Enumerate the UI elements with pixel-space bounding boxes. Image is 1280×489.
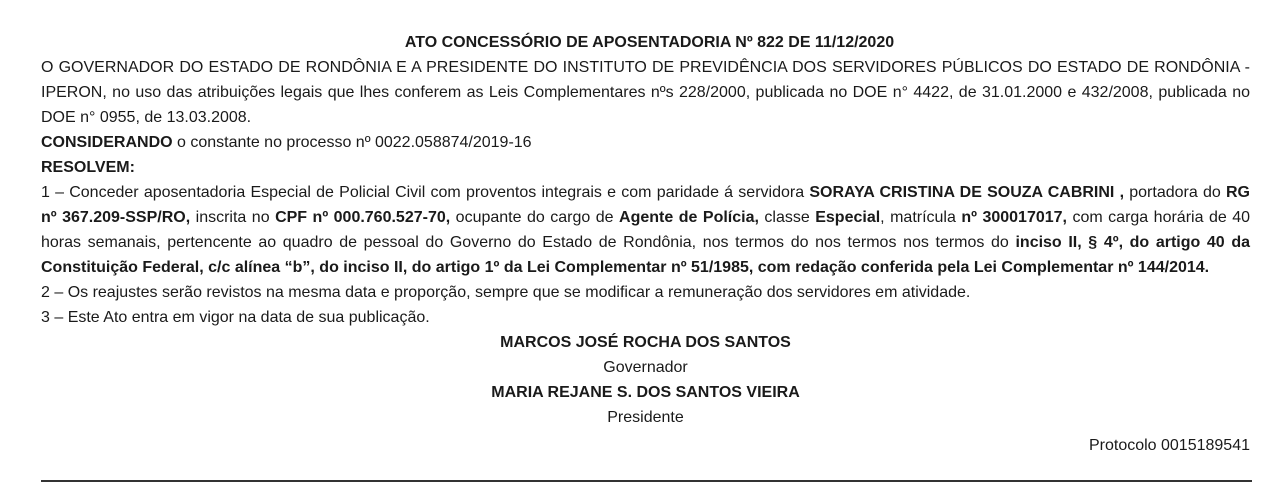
signatory-1-role: Governador bbox=[603, 359, 688, 376]
document-title: ATO CONCESSÓRIO DE APOSENTADORIA Nº 822 DE 11/12/2020 bbox=[404, 34, 895, 51]
servant-name: SORAYA CRISTINA DE SOUZA CABRINI , bbox=[809, 184, 1125, 201]
considerando-label: CONSIDERANDO bbox=[41, 134, 173, 151]
rg-number: RG nº 367.209-SSP/RO, bbox=[41, 184, 1250, 226]
signatory-2-name: MARIA REJANE S. DOS SANTOS VIEIRA bbox=[491, 384, 800, 401]
cpf-number: CPF nº 000.760.527-70, bbox=[275, 209, 451, 226]
job-class: Especial bbox=[815, 209, 881, 226]
intro-paragraph: O GOVERNADOR DO ESTADO DE RONDÔNIA E A PRESIDENTE DO INSTITUTO DE PREVIDÊNCIA DOS SERVIDORES PÚBLICOS DO ESTADO DE RONDÔNIA - IPERON, no uso das atribuições legais que lhes conferem as Leis Complementares nºs 228/2000, publicada no DOE n° 4422, de 31.01.2000 e 432/2008, publicada no DOE n° 0955, de 13.03.2008. bbox=[41, 59, 1250, 126]
bottom-divider bbox=[41, 480, 1252, 482]
signatory-2-role: Presidente bbox=[607, 409, 684, 426]
job-title: Agente de Polícia, bbox=[619, 209, 759, 226]
legal-basis: inciso II, § 4º, do artigo 40 da Constituição Federal, c/c alínea “b”, do inciso II, do artigo 1º da Lei Complementar nº 51/1985, com redação conferida pela Lei Complementar nº 144/2014. bbox=[41, 234, 1251, 276]
signatory-1-name: MARCOS JOSÉ ROCHA DOS SANTOS bbox=[500, 334, 791, 351]
protocol-number: Protocolo 0015189541 bbox=[1088, 437, 1250, 454]
item-2-paragraph: 2 – Os reajustes serão revistos na mesma data e proporção, sempre que se modificar a remuneração dos servidores em atividade. bbox=[41, 284, 971, 301]
considerando-text: o constante no processo nº 0022.058874/2019-16 bbox=[172, 134, 532, 151]
item-3-paragraph: 3 – Este Ato entra em vigor na data de sua publicação. bbox=[41, 309, 430, 326]
considerando-paragraph bbox=[41, 130, 1250, 155]
resolvem-heading: RESOLVEM: bbox=[41, 159, 135, 176]
registration-number: nº 300017017, bbox=[961, 209, 1067, 226]
item-1-paragraph: 1 – Conceder aposentadoria Especial de Policial Civil com proventos integrais e com paridade á servidora SORAYA CRISTINA DE SOUZA CABRINI , portadora do RG nº 367.209-SSP/RO, inscrita no CPF nº 000.760.527-70, ocupante do cargo de Agente de Polícia, classe Especial, matrícula nº 300017017, com carga horária de 40 horas semanais, pertencente ao quadro de pessoal do Governo do Estado de Rondônia, nos termos do nos termos nos termos do inciso II, § 4º, do artigo 40 da Constituição Federal, c/c alínea “b”, do inciso II, do artigo 1º da Lei Complementar nº 51/1985, com redação conferida pela Lei Complementar nº 144/2014. bbox=[41, 184, 1251, 276]
